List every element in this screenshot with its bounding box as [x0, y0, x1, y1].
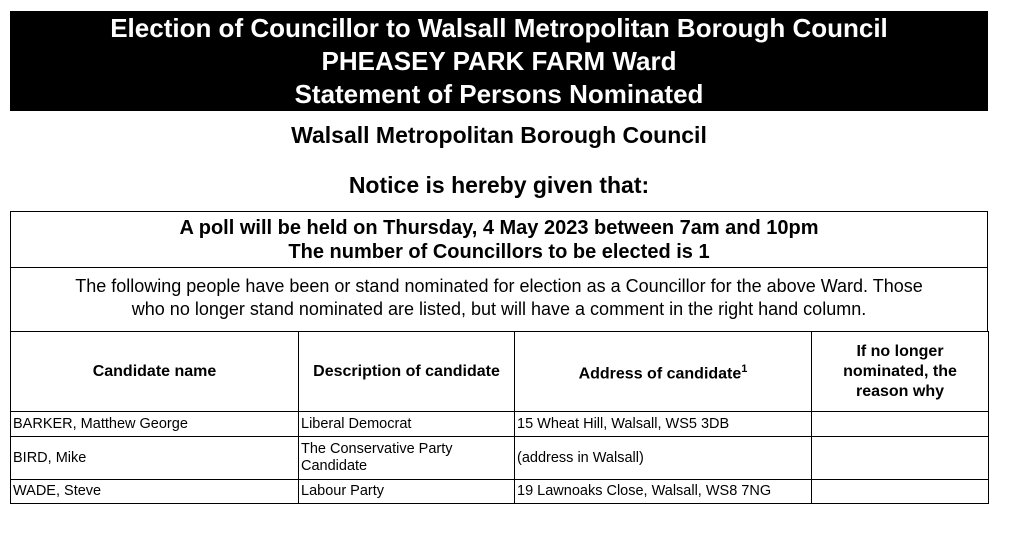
- candidate-name: BARKER, Matthew George: [11, 412, 299, 437]
- candidate-reason: [812, 480, 989, 504]
- header-address-label: Address of candidate: [578, 365, 742, 383]
- table-header-row: [11, 332, 989, 412]
- statement-title: Statement of Persons Nominated: [294, 79, 704, 109]
- table-row: [11, 437, 989, 480]
- candidate-reason: [812, 412, 989, 437]
- intro-line-1: The following people have been or stand nominated for election as a Councillor for the above Ward. Those: [75, 276, 923, 296]
- candidate-name: WADE, Steve: [11, 480, 299, 504]
- candidate-address: 15 Wheat Hill, Walsall, WS5 3DB: [515, 412, 812, 437]
- election-title: Election of Councillor to Walsall Metropolitan Borough Council: [110, 13, 888, 43]
- poll-info-box: [10, 211, 988, 332]
- poll-details: [11, 212, 987, 268]
- table-row: [11, 412, 989, 437]
- intro-text: [11, 268, 987, 321]
- notice-heading: Notice is hereby given that:: [348, 172, 650, 198]
- table-row: [11, 480, 989, 504]
- candidate-reason: [812, 437, 989, 480]
- candidate-address: (address in Walsall): [515, 437, 812, 480]
- intro-line-2: who no longer stand nominated are listed, but will have a comment in the right hand column.: [131, 299, 867, 319]
- candidates-table: [10, 331, 989, 504]
- ward-name: PHEASEY PARK FARM Ward: [321, 46, 677, 76]
- address-footnote-marker: 1: [741, 362, 748, 375]
- candidate-description: Labour Party: [299, 480, 515, 504]
- header-reason: If no longer nominated, the reason why: [812, 332, 989, 412]
- councillors-count: The number of Councillors to be elected is 1: [288, 241, 710, 263]
- candidate-description: The Conservative Party Candidate: [299, 437, 515, 480]
- council-name: Walsall Metropolitan Borough Council: [291, 122, 707, 148]
- candidate-name: BIRD, Mike: [11, 437, 299, 480]
- candidate-description: Liberal Democrat: [299, 412, 515, 437]
- poll-date: A poll will be held on Thursday, 4 May 2023 between 7am and 10pm: [179, 217, 819, 239]
- title-banner: [10, 11, 988, 111]
- header-candidate-name: Candidate name: [11, 332, 299, 412]
- candidate-address: 19 Lawnoaks Close, Walsall, WS8 7NG: [515, 480, 812, 504]
- header-description: Description of candidate: [299, 332, 515, 412]
- header-address: [515, 332, 812, 412]
